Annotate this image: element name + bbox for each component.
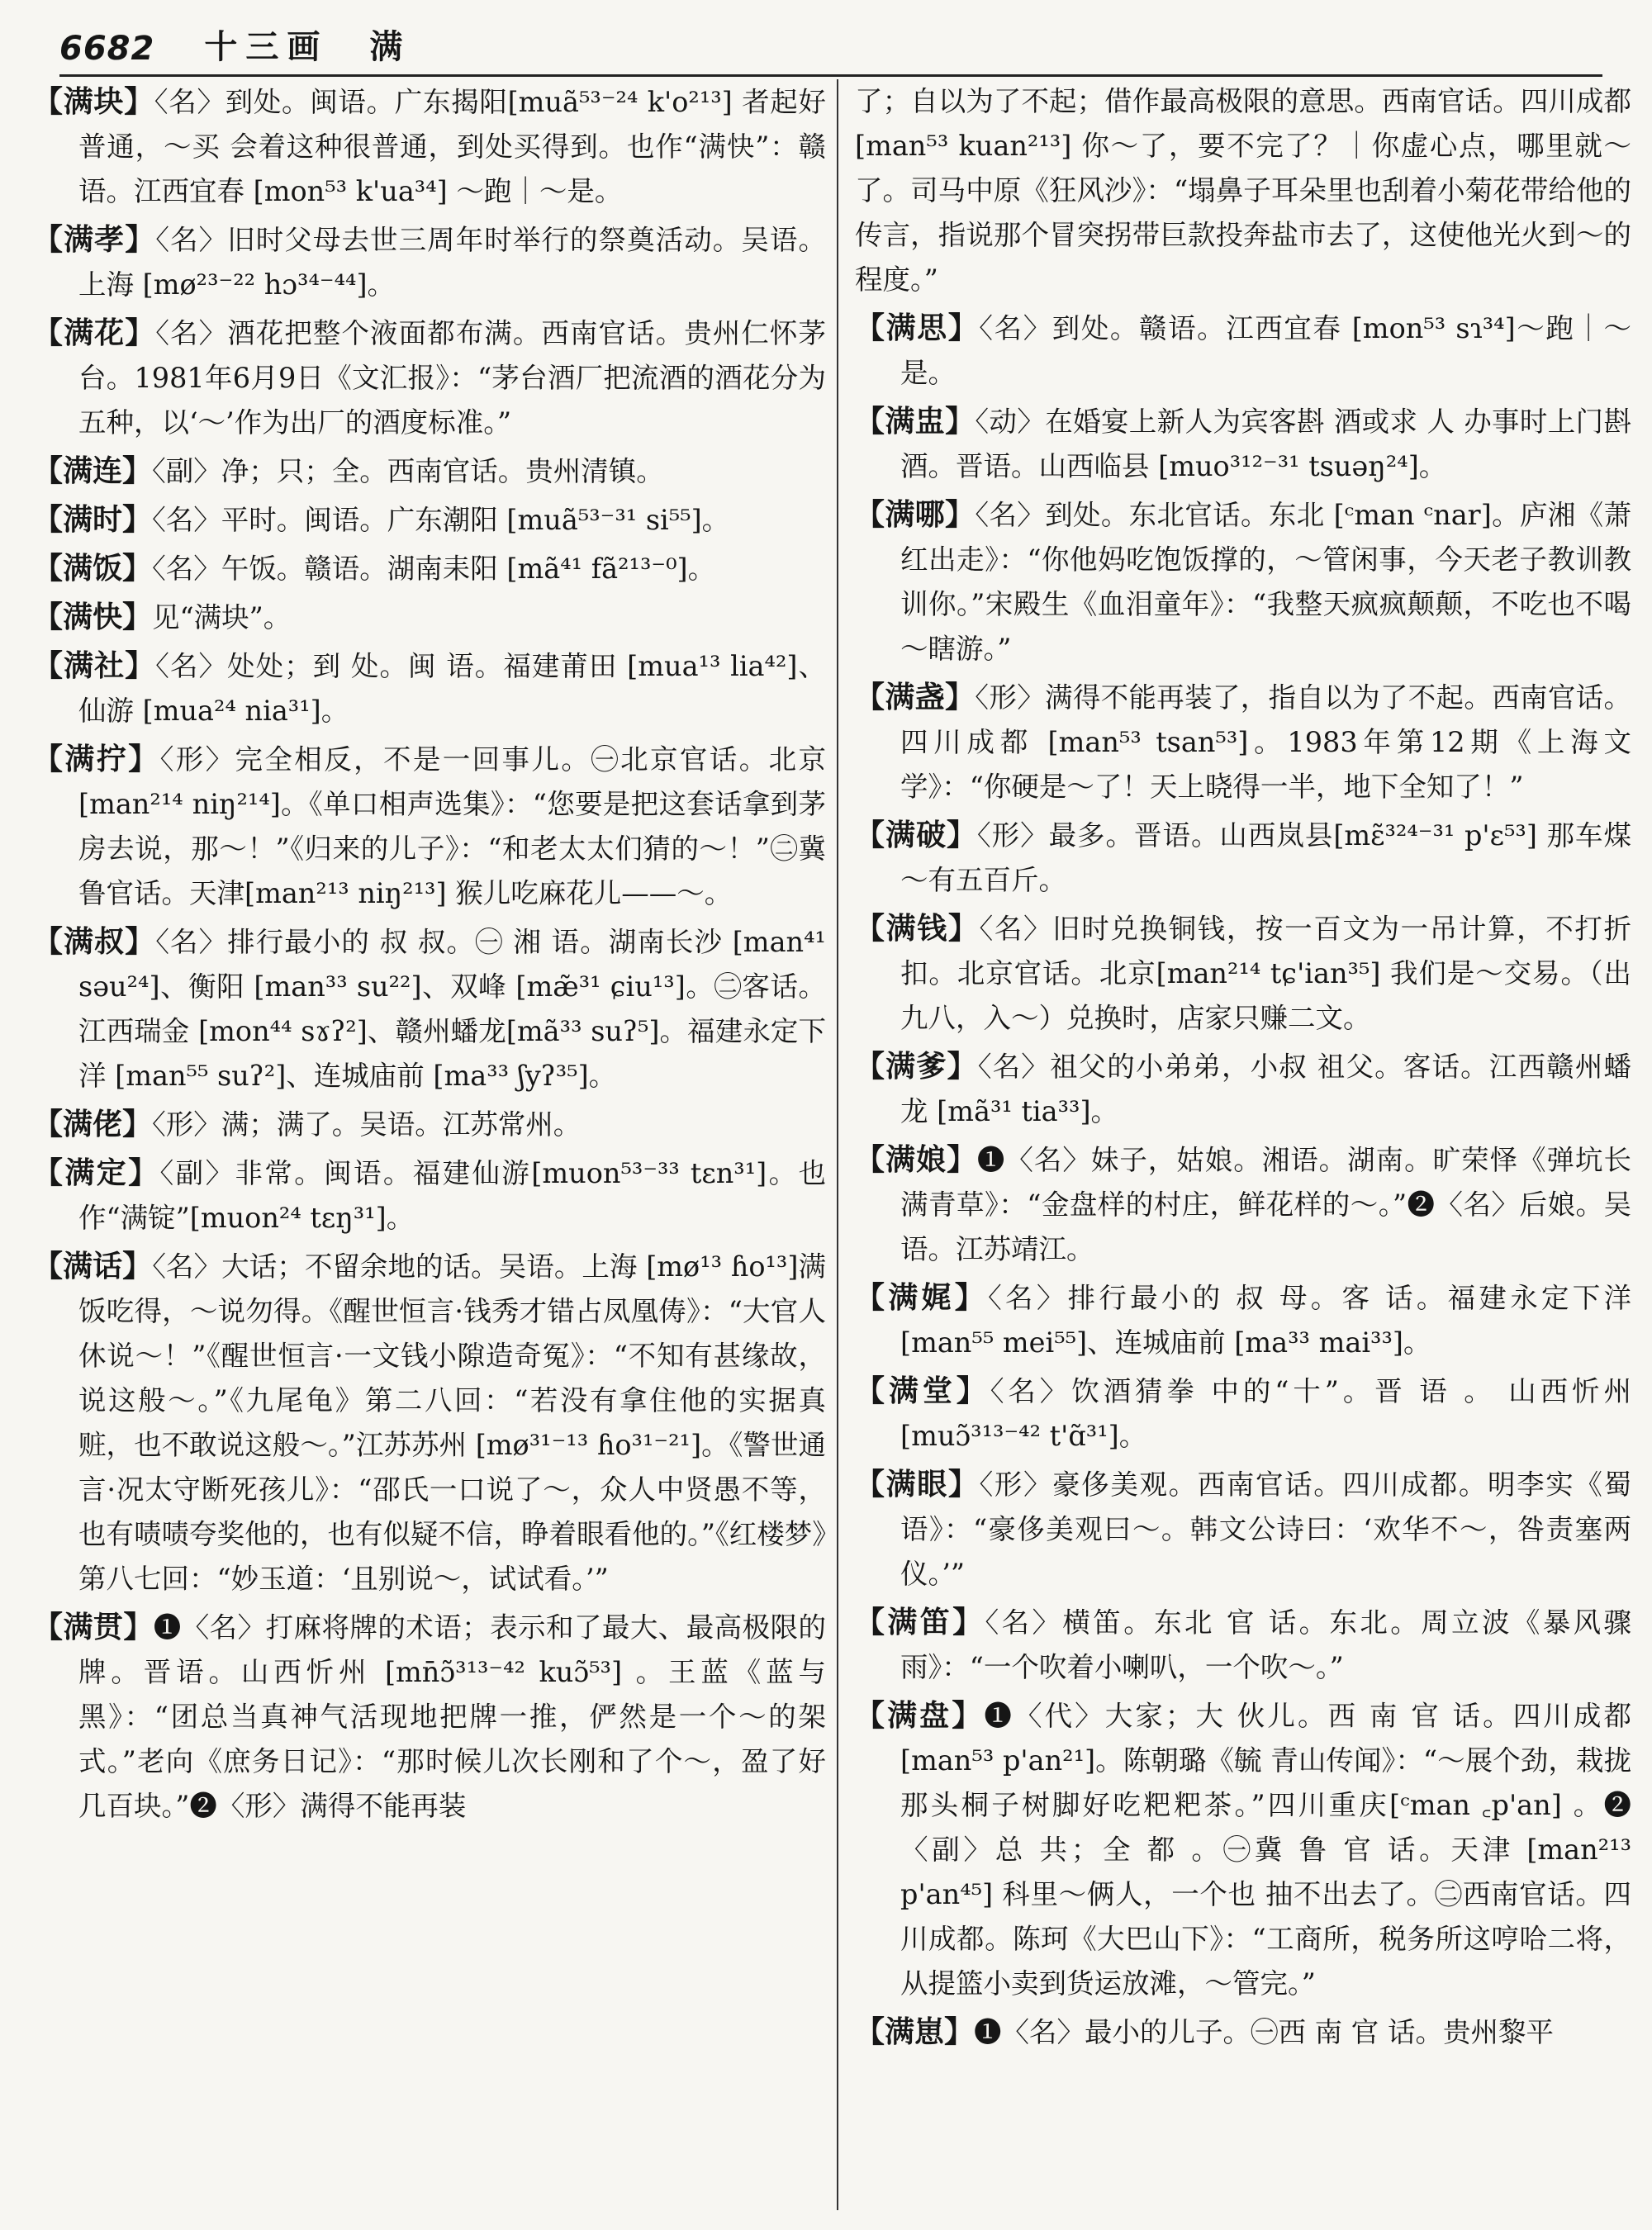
- dictionary-entry: [855, 1275, 1631, 1365]
- entry-definition: 〈名〉旧时父母去世三周年时举行的祭奠活动。吴语。上海 [mø²³⁻²² hɔ³⁴⁻⁴⁴]。: [78, 224, 826, 301]
- entry-definition: 〈副〉非常。闽语。福建仙游[muon⁵³⁻³³ tɛn³¹]。也作“满锭”[muon²⁴ tɛŋ³¹]。: [78, 1157, 826, 1234]
- column-divider: [837, 79, 838, 2210]
- entry-headword: 【满饭】: [33, 551, 153, 586]
- dictionary-entry: [33, 1151, 826, 1241]
- entry-headword: 【满花】: [33, 316, 156, 350]
- dictionary-entry: [855, 306, 1631, 396]
- entry-headword: 【满连】: [33, 453, 153, 488]
- entry-headword: 【满钱】: [855, 911, 980, 946]
- dictionary-entry: [33, 1102, 826, 1147]
- dictionary-entry: [855, 813, 1631, 903]
- entry-headword: 【满盅】: [855, 404, 976, 439]
- entry-definition: 〈名〉祖父的小弟弟，小叔 祖父。客话。江西赣州蟠龙 [mã³¹ tia³³]。: [900, 1051, 1631, 1127]
- entry-definition: 〈形〉满；满了。吴语。江苏常州。: [152, 1108, 582, 1141]
- entry-definition: 〈名〉处处；到 处。闽 语。福建莆田 [mua¹³ lia⁴²]、仙游 [mua²⁴ nia³¹]。: [78, 650, 826, 727]
- entry-definition: ❶〈代〉大家；大 伙儿。西 南 官 话。四川成都 [man⁵³ p'an²¹]。陈朝璐《毓 青山传闻》：“～展个劲，栽拢那头桐子树脚好吃粑粑茶。”四川重庆[ᶜman ꜀p'an] 。❷〈副〉总 共；全 都 。㊀冀 鲁 官 话。天津 [man²¹³ p'an⁴⁵] 科里～俩人，一个也 抽不出去了。㊁西南官话。四川成都。陈珂《大巴山下》：“工商所，税务所这哼哈二将，从提篮小卖到货运放滩，～管完。”: [900, 1700, 1631, 2000]
- entry-headword: 【满时】: [33, 502, 153, 537]
- entry-definition: 〈副〉净；只；全。西南官话。贵州清镇。: [152, 455, 664, 487]
- entry-definition: 〈名〉酒花把整个液面都布满。西南官话。贵州仁怀茅台。1981年6月9日《文汇报》：“茅台酒厂把流酒的酒花分为五种，以‘～’作为出厂的酒度标准。”: [78, 317, 826, 439]
- entry-definition: 〈名〉排行最小的 叔 母。客 话。福建永定下洋 [man⁵⁵ mei⁵⁵]、连城庙前 [ma³³ mai³³]。: [900, 1282, 1631, 1359]
- entry-definition: 〈名〉旧时兑换铜钱，按一百文为一吊计算，不打折扣。北京官话。北京[man²¹⁴ tɕ'ian³⁵] 我们是～交易。（出九八，入～）兑换时，店家只赚二文。: [900, 913, 1631, 1034]
- entry-headword: 【满娓】: [855, 1280, 989, 1315]
- entry-headword: 【满话】: [33, 1249, 153, 1283]
- dictionary-entry: [33, 643, 826, 733]
- entry-headword: 【满娘】: [855, 1142, 977, 1177]
- entry-headword: 【满笛】: [855, 1605, 985, 1639]
- dictionary-entry: [33, 737, 826, 916]
- entry-headword: 【满定】: [33, 1155, 160, 1190]
- entry-definition: ❶〈名〉妹子，姑娘。湘语。湖南。旷荣怿《弹坑长满青草》：“金盘样的村庄，鲜花样的～。”❷〈名〉后娘。吴语。江苏靖江。: [900, 1144, 1631, 1265]
- entry-definition: 〈名〉横笛。东北 官 话。东北。周立波《暴风骤雨》：“一个吹着小喇叭，一个吹～。”: [900, 1606, 1631, 1683]
- dictionary-entry: [855, 675, 1631, 809]
- entry-definition: 〈名〉饮酒猜拳 中的“十”。晋 语 。 山西忻州 [muɔ̃³¹³⁻⁴² t'ɑ̃³¹]。: [900, 1375, 1631, 1452]
- dictionary-entry: [33, 497, 826, 543]
- entry-definition: 了；自以为了不起；借作最高极限的意思。西南官话。四川成都 [man⁵³ kuan²¹³] 你～了，要不完了？｜你虚心点，哪里就～了。司马中原《狂风沙》：“塌鼻子耳朵里也刮着小菊花带给他的传言，指说那个冒突拐带巨款投奔盐市去了，这使他光火到～的程度。”: [855, 85, 1631, 296]
- entry-definition: 〈形〉完全相反，不是一回事儿。㊀北京官话。北京 [man²¹⁴ niŋ²¹⁴]。《单口相声选集》：“您要是把这套话拿到茅房去说，那～！”《归来的儿子》：“和老太太们猜的～！”㊁冀鲁官话。天津[man²¹³ niŋ²¹³] 猴儿吃麻花儿——～。: [78, 743, 826, 909]
- entry-definition: 〈形〉豪侈美观。西南官话。四川成都。明李实《蜀语》：“豪侈美观曰～。韩文公诗曰：‘欢华不～，咎责塞两仪。’”: [900, 1468, 1631, 1590]
- dictionary-entry: [33, 1605, 826, 1829]
- entry-headword: 【满盘】: [855, 1698, 985, 1733]
- entry-headword: 【满社】: [33, 648, 156, 683]
- dictionary-entry: [855, 1693, 1631, 2006]
- entry-definition: ❶〈名〉最小的儿子。㊀西 南 官 话。贵州黎平: [974, 2016, 1554, 2048]
- entry-headword: 【满孝】: [33, 222, 156, 257]
- page-header: [59, 17, 1602, 77]
- right-column: [855, 79, 1631, 2210]
- entry-definition: 〈名〉午饭。赣语。湖南耒阳 [mã⁴¹ fã²¹³⁻⁰]。: [152, 553, 716, 585]
- entry-headword: 【满贯】: [33, 1610, 154, 1644]
- dictionary-entry: [855, 399, 1631, 489]
- entry-definition: 〈动〉在婚宴上新人为宾客斟 酒或求 人 办事时上门斟酒。晋语。山西临县 [muo³¹²⁻³¹ tsuəŋ²⁴]。: [900, 406, 1631, 482]
- entry-definition: 〈名〉平时。闽语。广东潮阳 [muã⁵³⁻³¹ si⁵⁵]。: [152, 504, 730, 536]
- entry-headword: 【满崽】: [855, 2014, 975, 2049]
- entry-headword: 【满拧】: [33, 742, 160, 776]
- dictionary-entry: [855, 79, 1631, 302]
- dictionary-entry: [33, 595, 826, 640]
- dictionary-entry: [33, 217, 826, 307]
- dictionary-entry: [855, 906, 1631, 1041]
- entry-headword: 【满快】: [33, 600, 153, 634]
- section-title: 十三画 满: [204, 27, 411, 66]
- dictionary-entry: [855, 492, 1631, 671]
- entry-definition: 〈名〉到处。闽语。广东揭阳[muã⁵³⁻²⁴ k'o²¹³] 者起好普通，～买 会着这种很普通，到处买得到。也作“满快”：赣语。江西宜春 [mon⁵³ k'ua³⁴] ～跑｜～是。: [78, 86, 826, 207]
- dictionary-entry: [33, 546, 826, 591]
- dictionary-entry: [855, 1044, 1631, 1134]
- entry-headword: 【满思】: [855, 311, 980, 345]
- entry-headword: 【满眼】: [855, 1467, 980, 1502]
- entry-definition: 〈名〉大话；不留余地的话。吴语。上海 [mø¹³ ɦo¹³]满饭吃得，～说勿得。《醒世恒言·钱秀才错占凤凰俦》：“大官人休说～！”《醒世恒言·一文钱小隙造奇冤》：“不知有甚缘故，说这般～。”《九尾龟》第二八回：“若没有拿住他的实据真赃，也不敢说这般～。”江苏苏州 [mø³¹⁻¹³ ɦo³¹⁻²¹]。《警世通言·况太守断死孩儿》：“邵氏一口说了～，众人中贤愚不等，也有啧啧夸奖他的，也有似疑不信，睁着眼看他的。”《红楼梦》第八七回：“妙玉道：‘且别说～，试试看。’”: [78, 1250, 826, 1595]
- entry-headword: 【满哪】: [855, 497, 976, 532]
- entry-headword: 【满块】: [33, 84, 154, 119]
- dictionary-entry: [855, 1462, 1631, 1597]
- entry-definition: 见“满块”。: [152, 601, 292, 633]
- dictionary-entry: [855, 1600, 1631, 1690]
- dictionary-entry: [33, 448, 826, 494]
- entry-headword: 【满爹】: [855, 1049, 978, 1084]
- dictionary-entry: [855, 1369, 1631, 1459]
- entry-definition: 〈名〉到处。赣语。江西宜春 [mon⁵³ sɿ³⁴]～跑｜～是。: [900, 312, 1631, 389]
- entry-headword: 【满叔】: [33, 924, 156, 959]
- page-number: 6682: [59, 30, 155, 68]
- dictionary-entry: [855, 2009, 1631, 2055]
- dictionary-entry: [33, 79, 826, 214]
- entry-headword: 【满破】: [855, 818, 977, 852]
- dictionary-entry: [33, 919, 826, 1098]
- left-column: [33, 79, 826, 2210]
- entry-definition: 〈名〉排行最小的 叔 叔。㊀ 湘 语。湖南长沙 [man⁴¹ səu²⁴]、衡阳 [man³³ su²²]、双峰 [mæ̃³¹ ɕiu¹³]。㊁客话。江西瑞金 [mon⁴⁴ sɤʔ²]、赣州蟠龙[mã³³ suʔ⁵]。福建永定下洋 [man⁵⁵ suʔ²]、连城庙前 [ma³³ ʃyʔ³⁵]。: [78, 926, 826, 1092]
- entry-headword: 【满盏】: [855, 680, 976, 714]
- entry-headword: 【满佬】: [33, 1107, 153, 1141]
- dictionary-entry: [33, 1244, 826, 1601]
- entry-definition: 〈形〉满得不能再装了，指自以为了不起。西南官话。四川成都 [man⁵³ tsan⁵³]。1983年第12期《上海文学》：“你硬是～了！天上晓得一半，地下全知了！”: [900, 681, 1631, 803]
- entry-definition: 〈形〉最多。晋语。山西岚县[mɛ̃³²⁴⁻³¹ p'ɛ⁵³] 那车煤～有五百斤。: [900, 819, 1631, 896]
- dictionary-entry: [855, 1137, 1631, 1272]
- entry-definition: ❶〈名〉打麻将牌的术语；表示和了最大、最高极限的牌。晋语。山西忻州 [mn̄ɔ̃³¹³⁻⁴² kuɔ̃⁵³] 。王蓝《蓝与黑》：“团总当真神气活现地把牌一推，俨然是一个～的架式。”老向《庶务日记》：“那时候儿次长刚和了个～，盈了好几百块。”❷〈形〉满得不能再装: [78, 1611, 826, 1822]
- entry-definition: 〈名〉到处。东北官话。东北 [ᶜman ᶜnar]。庐湘《萧红出走》：“你他妈吃饱饭撑的，～管闲事，今天老子教训教训你。”宋殿生《血泪童年》：“我整天疯疯颠颠，不吃也不喝～瞎游。”: [900, 499, 1631, 665]
- entry-headword: 【满堂】: [855, 1374, 990, 1408]
- dictionary-entry: [33, 311, 826, 445]
